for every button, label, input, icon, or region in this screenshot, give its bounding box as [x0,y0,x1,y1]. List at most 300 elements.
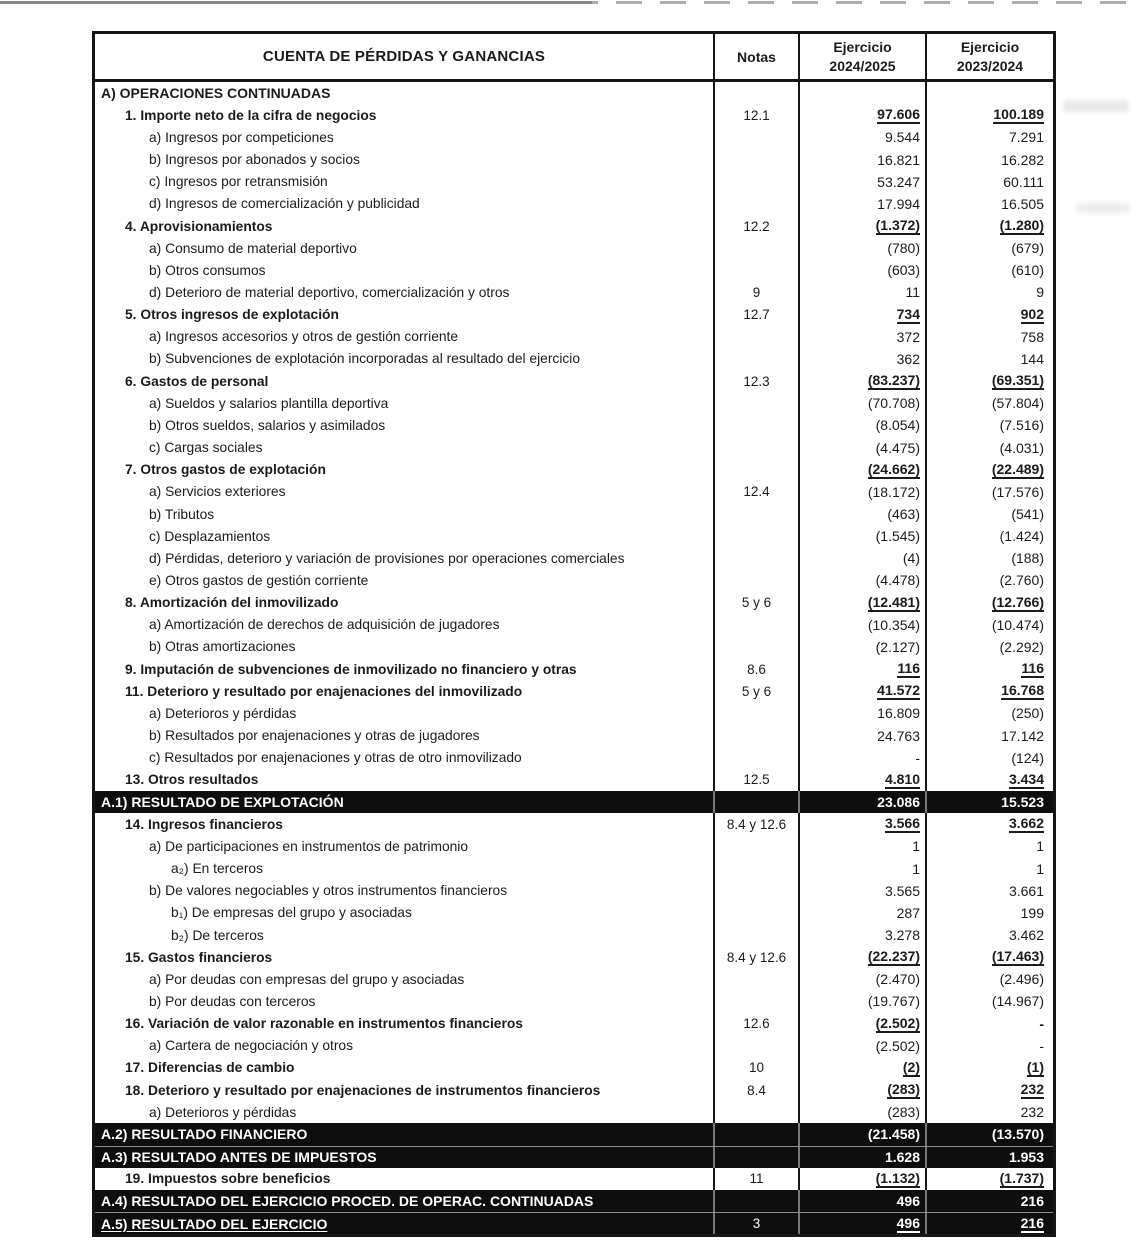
row-notas-cell [713,437,798,459]
table-row [95,946,1053,968]
row-value-2024-2025-cell [798,636,925,658]
row-value-2023-2024-cell [925,392,1053,414]
row-label: 1. Importe neto de la cifra de negocios [125,107,377,123]
row-notas-cell [713,459,798,481]
row-value-2023-2024-cell [925,304,1053,326]
row-notas-cell [713,1213,798,1234]
row-label-cell [95,968,713,990]
scan-smudge [1076,203,1130,213]
row-value-2024-2025: 53.247 [877,173,920,190]
row-label: 7. Otros gastos de explotación [125,462,326,478]
row-value-2024-2025: 41.572 [877,682,920,700]
table-row [95,1035,1053,1057]
table-row [95,1123,1053,1145]
row-value-2023-2024: (69.351) [992,372,1044,390]
row-value-2023-2024-cell [925,813,1053,835]
row-label-cell [95,569,713,591]
row-label: A.3) RESULTADO ANTES DE IMPUESTOS [101,1149,377,1166]
row-value-2024-2025: (24.662) [868,461,920,479]
row-value-2023-2024-cell [925,902,1053,924]
row-label-cell [95,1013,713,1035]
row-value-2023-2024: (57.804) [991,395,1044,412]
row-value-2024-2025-cell [798,193,925,215]
row-value-2024-2025: 17.994 [877,195,920,212]
row-label: a) De participaciones en instrumentos de patrimonio [149,838,469,854]
row-notas-cell [713,835,798,857]
row-label: 14. Ingresos financieros [125,816,283,832]
row-value-2023-2024-cell [925,370,1053,392]
row-value-2024-2025-cell [798,835,925,857]
profit-loss-table [92,31,1056,1237]
row-value-2024-2025: (2) [903,1059,920,1077]
table-row [95,835,1053,857]
row-label: 19. Impuestos sobre beneficios [125,1171,331,1187]
row-value-2024-2025: (2.470) [875,971,920,988]
row-value-2023-2024: 232 [1020,1104,1044,1121]
row-label: d) Deterioro de material deportivo, comercialización y otros [149,284,510,300]
row-label-cell [95,680,713,702]
row-value-2024-2025: 496 [897,1215,920,1233]
row-notas-cell [713,946,798,968]
row-value-2024-2025-cell [798,259,925,281]
row-label-cell [95,215,713,237]
row-label-cell [95,857,713,879]
table-row [95,547,1053,569]
row-value-2023-2024: 16.505 [1001,195,1044,212]
row-label-cell [95,503,713,525]
row-notas-cell [713,1101,798,1123]
table-row [95,437,1053,459]
row-value-2023-2024: 902 [1021,306,1044,324]
header-cell-period-2024-2025 [798,34,925,79]
row-value-2023-2024: 7.291 [1008,129,1044,146]
row-value-2023-2024: (22.489) [992,461,1044,479]
row-notas: 3 [752,1216,761,1232]
row-value-2023-2024: (541) [1011,506,1044,522]
row-value-2024-2025-cell [798,348,925,370]
row-value-2023-2024: 3.661 [1008,882,1044,899]
row-value-2024-2025: (8.054) [875,417,920,434]
table-row [95,1057,1053,1079]
row-value-2023-2024: (2.496) [999,971,1044,988]
table-row [95,747,1053,769]
row-value-2023-2024-cell [925,348,1053,370]
row-label-cell [95,658,713,680]
row-value-2024-2025: 3.566 [885,815,920,833]
row-label: a) Cartera de negociación y otros [149,1038,353,1054]
table-row [95,1190,1053,1212]
row-value-2023-2024-cell [925,1168,1053,1190]
table-row [95,193,1053,215]
row-value-2024-2025: (1.372) [876,217,920,235]
row-label: c) Ingresos por retransmisión [149,174,328,190]
row-label-cell [95,392,713,414]
table-row [95,1013,1053,1035]
period2-years: 2023/2024 [956,57,1024,74]
row-value-2023-2024: (124) [1011,749,1044,766]
row-value-2024-2025-cell [798,592,925,614]
row-value-2024-2025-cell [798,1079,925,1101]
row-label-cell [95,193,713,215]
row-label: a) Amortización de derechos de adquisición de jugadores [149,617,500,633]
row-value-2023-2024-cell [925,503,1053,525]
row-value-2023-2024-cell [925,835,1053,857]
table-row [95,392,1053,414]
row-notas-cell [713,968,798,990]
row-value-2024-2025-cell [798,1057,925,1079]
table-row [95,215,1053,237]
table-row [95,171,1053,193]
table-row [95,525,1053,547]
row-notas-cell [713,857,798,879]
row-label: 4. Aprovisionamientos [125,218,273,234]
row-notas-cell [713,414,798,436]
row-value-2023-2024-cell [925,1213,1053,1234]
row-value-2023-2024-cell [925,481,1053,503]
row-value-2024-2025: (4) [902,550,920,567]
row-notas: 11 [749,1171,764,1187]
row-label: b) Tributos [149,506,215,522]
row-value-2023-2024: (13.570) [991,1126,1044,1143]
row-label-cell [95,725,713,747]
row-label: 15. Gastos financieros [125,949,273,965]
row-value-2023-2024-cell [925,547,1053,569]
period2-word: Ejercicio [960,39,1020,56]
row-value-2024-2025: 496 [896,1192,920,1209]
row-notas-cell [713,902,798,924]
row-notas: 5 y 6 [741,683,772,699]
table-row [95,769,1053,791]
header-cell-notas [713,34,798,79]
row-notas-cell [713,1013,798,1035]
row-label: 8. Amortización del inmovilizado [125,595,339,611]
row-value-2023-2024: 1 [1036,860,1044,877]
row-notas-cell [713,525,798,547]
row-value-2023-2024-cell [925,592,1053,614]
row-label: 5. Otros ingresos de explotación [125,307,339,323]
row-value-2024-2025: - [915,749,920,766]
table-row [95,680,1053,702]
row-value-2023-2024: 9 [1036,284,1044,301]
row-notas-cell [713,791,798,813]
row-notas-cell [713,636,798,658]
row-label-cell [95,769,713,791]
row-value-2023-2024-cell [925,1057,1053,1079]
row-notas: 12.7 [743,307,770,323]
row-value-2023-2024-cell [925,924,1053,946]
row-value-2024-2025-cell [798,326,925,348]
row-value-2023-2024-cell [925,126,1053,148]
row-label-cell [95,592,713,614]
row-label-cell [95,747,713,769]
row-label-cell [95,148,713,170]
row-notas-cell [713,503,798,525]
scan-artifact-topline [0,1,1138,4]
table-row [95,326,1053,348]
row-notas-cell [713,1147,798,1168]
row-label: 6. Gastos de personal [125,373,269,389]
row-label: b) Otros sueldos, salarios y asimilados [149,417,386,433]
row-label: a) Ingresos accesorios y otros de gestión corriente [149,329,459,345]
row-notas-cell [713,1168,798,1190]
row-value-2023-2024-cell [925,569,1053,591]
row-value-2023-2024-cell [925,990,1053,1012]
notas-column-label: Notas [737,48,776,65]
row-label: A) OPERACIONES CONTINUADAS [101,85,331,102]
row-value-2024-2025-cell [798,437,925,459]
row-notas-cell [713,813,798,835]
row-value-2023-2024-cell [925,1101,1053,1123]
table-row [95,348,1053,370]
row-value-2024-2025: 3.278 [884,926,920,943]
row-value-2024-2025: 4.810 [885,771,920,789]
row-label: b₁) De empresas del grupo y asociadas [171,905,412,921]
row-value-2024-2025: (4.475) [875,439,920,456]
row-value-2024-2025: (22.237) [868,948,920,966]
row-label-cell [95,281,713,303]
row-value-2023-2024-cell [925,82,1053,104]
row-value-2024-2025: 362 [896,350,920,367]
row-label: a) Consumo de material deportivo [149,240,357,256]
row-value-2024-2025-cell [798,747,925,769]
row-label-cell [95,990,713,1012]
row-label-cell [95,1147,713,1168]
row-value-2023-2024: (1.280) [1000,217,1044,235]
row-label: 13. Otros resultados [125,772,259,788]
row-value-2023-2024: (2.760) [999,572,1044,589]
row-value-2024-2025-cell [798,1101,925,1123]
row-label: b) Otros consumos [149,262,266,278]
table-row [95,880,1053,902]
row-label-cell [95,1057,713,1079]
row-label-cell [95,370,713,392]
row-value-2023-2024: 3.462 [1008,926,1044,943]
row-value-2023-2024: (12.766) [992,594,1044,612]
row-notas-cell [713,614,798,636]
row-notas-cell [713,1123,798,1145]
row-label-cell [95,1168,713,1190]
row-notas-cell [713,725,798,747]
row-value-2024-2025-cell [798,658,925,680]
row-notas: 8.4 y 12.6 [726,816,787,832]
row-label-cell [95,1079,713,1101]
row-label-cell [95,880,713,902]
row-value-2023-2024-cell [925,791,1053,813]
row-value-2024-2025-cell [798,414,925,436]
row-notas: 12.1 [743,107,770,123]
table-row [95,237,1053,259]
row-value-2024-2025: (283) [887,1104,920,1121]
row-value-2024-2025: 1 [912,838,920,855]
row-notas-cell [713,680,798,702]
row-notas-cell [713,148,798,170]
row-value-2023-2024-cell [925,946,1053,968]
row-value-2023-2024: (10.474) [991,616,1044,633]
row-value-2024-2025: (1.132) [876,1170,920,1188]
row-value-2024-2025-cell [798,924,925,946]
row-label: d) Pérdidas, deterioro y variación de provisiones por operaciones comerciales [149,550,625,566]
table-row [95,1101,1053,1123]
period1-years: 2024/2025 [829,57,896,74]
row-label: c) Cargas sociales [149,440,263,456]
row-value-2023-2024: (188) [1011,550,1044,567]
row-value-2024-2025-cell [798,304,925,326]
row-value-2023-2024: 17.142 [1001,727,1044,744]
row-notas-cell [713,259,798,281]
row-notas-cell [713,924,798,946]
row-value-2023-2024: (1.424) [999,528,1044,545]
row-value-2024-2025-cell [798,680,925,702]
table-row [95,503,1053,525]
row-notas: 10 [748,1060,765,1076]
row-notas: 12.5 [743,772,770,788]
row-value-2024-2025: (780) [887,240,920,257]
row-value-2023-2024-cell [925,237,1053,259]
row-value-2024-2025: 1 [912,860,920,877]
row-value-2024-2025: 3.565 [884,882,920,899]
row-value-2023-2024: - [1039,1037,1044,1054]
row-label: b₂) De terceros [171,927,264,943]
row-value-2023-2024-cell [925,525,1053,547]
table-row [95,148,1053,170]
row-value-2024-2025-cell [798,237,925,259]
row-notas-cell [713,569,798,591]
row-notas-cell [713,126,798,148]
row-label-cell [95,1190,713,1212]
row-value-2024-2025-cell [798,126,925,148]
row-value-2023-2024-cell [925,437,1053,459]
row-label-cell [95,791,713,813]
row-value-2023-2024: 16.768 [1001,682,1044,700]
row-value-2024-2025-cell [798,569,925,591]
scan-smudge [1063,100,1129,112]
row-value-2023-2024-cell [925,702,1053,724]
row-value-2024-2025-cell [798,148,925,170]
row-value-2024-2025-cell [798,857,925,879]
row-label: c) Desplazamientos [149,528,271,544]
row-label-cell [95,459,713,481]
row-value-2023-2024: 15.523 [1001,794,1044,811]
row-value-2023-2024-cell [925,968,1053,990]
row-value-2023-2024: (17.576) [991,483,1044,500]
row-notas: 5 y 6 [741,595,772,611]
row-label: b) Otras amortizaciones [149,639,296,655]
row-label: b) Subvenciones de explotación incorporadas al resultado del ejercicio [149,351,581,367]
table-header-row [95,34,1053,82]
row-label: a) Deterioros y pérdidas [149,1104,297,1120]
row-notas-cell [713,547,798,569]
row-value-2023-2024: (7.516) [999,417,1044,434]
row-label: c) Resultados por enajenaciones y otras de otro inmovilizado [149,750,522,766]
row-value-2023-2024: 232 [1021,1081,1044,1099]
row-value-2023-2024: (679) [1011,240,1044,257]
row-notas-cell [713,370,798,392]
row-notas: 9 [752,284,761,300]
row-label: a) Por deudas con empresas del grupo y asociadas [149,971,465,987]
row-value-2023-2024: (4.031) [999,439,1044,456]
table-row [95,82,1053,104]
row-notas: 8.4 y 12.6 [726,949,787,965]
row-label-cell [95,946,713,968]
table-row [95,414,1053,436]
row-label-cell [95,614,713,636]
table-row [95,702,1053,724]
table-row [95,459,1053,481]
row-label: A.1) RESULTADO DE EXPLOTACIÓN [101,794,344,811]
row-label: 11. Deterioro y resultado por enajenaciones del inmovilizado [125,683,523,699]
row-notas-cell [713,769,798,791]
table-row [95,1212,1053,1234]
row-value-2023-2024: 3.434 [1009,771,1044,789]
row-label-cell [95,1101,713,1123]
row-value-2023-2024-cell [925,1190,1053,1212]
row-value-2023-2024-cell [925,769,1053,791]
table-row [95,1079,1053,1101]
row-value-2024-2025-cell [798,1190,925,1212]
row-value-2023-2024: 60.111 [1003,173,1044,190]
row-value-2023-2024-cell [925,725,1053,747]
table-row [95,968,1053,990]
row-notas: 12.2 [743,218,770,234]
row-value-2024-2025-cell [798,459,925,481]
row-value-2024-2025: 9.544 [884,129,920,146]
row-label-cell [95,547,713,569]
row-label: d) Ingresos de comercialización y publicidad [149,196,420,212]
row-value-2024-2025: (2.127) [875,638,920,655]
table-row [95,658,1053,680]
row-label: a) Sueldos y salarios plantilla deportiva [149,395,389,411]
row-value-2024-2025-cell [798,1147,925,1168]
row-value-2024-2025-cell [798,171,925,193]
table-row [95,259,1053,281]
row-notas: 12.4 [743,484,770,500]
row-label: a) Ingresos por competiciones [149,129,334,145]
row-value-2023-2024-cell [925,148,1053,170]
row-notas: 12.6 [743,1016,770,1032]
row-label-cell [95,1035,713,1057]
row-value-2023-2024-cell [925,1147,1053,1168]
row-value-2023-2024: (1) [1027,1059,1044,1077]
row-label-cell [95,702,713,724]
row-value-2024-2025: 16.821 [877,151,920,168]
row-value-2024-2025: (12.481) [868,594,920,612]
row-value-2024-2025: 23.086 [877,794,920,811]
table-row [95,636,1053,658]
row-value-2023-2024: 199 [1020,904,1044,921]
row-value-2024-2025-cell [798,1013,925,1035]
row-value-2023-2024: 216 [1020,1192,1044,1209]
row-label: 9. Imputación de subvenciones de inmovilizado no financiero y otras [125,661,577,677]
header-cell-title [95,34,713,79]
row-value-2024-2025-cell [798,82,925,104]
row-value-2024-2025-cell [798,813,925,835]
row-value-2024-2025: (70.708) [867,395,920,412]
table-row [95,990,1053,1012]
table-row [95,1168,1053,1190]
row-value-2024-2025: (2.502) [875,1037,920,1054]
row-value-2024-2025-cell [798,1213,925,1234]
row-label: A.5) RESULTADO DEL EJERCICIO [101,1215,328,1232]
row-value-2023-2024: 144 [1020,350,1044,367]
row-label-cell [95,902,713,924]
row-notas-cell [713,658,798,680]
row-value-2024-2025-cell [798,104,925,126]
row-label: a) Deterioros y pérdidas [149,705,297,721]
row-notas-cell [713,1057,798,1079]
row-value-2024-2025-cell [798,791,925,813]
table-row [95,924,1053,946]
row-label-cell [95,326,713,348]
